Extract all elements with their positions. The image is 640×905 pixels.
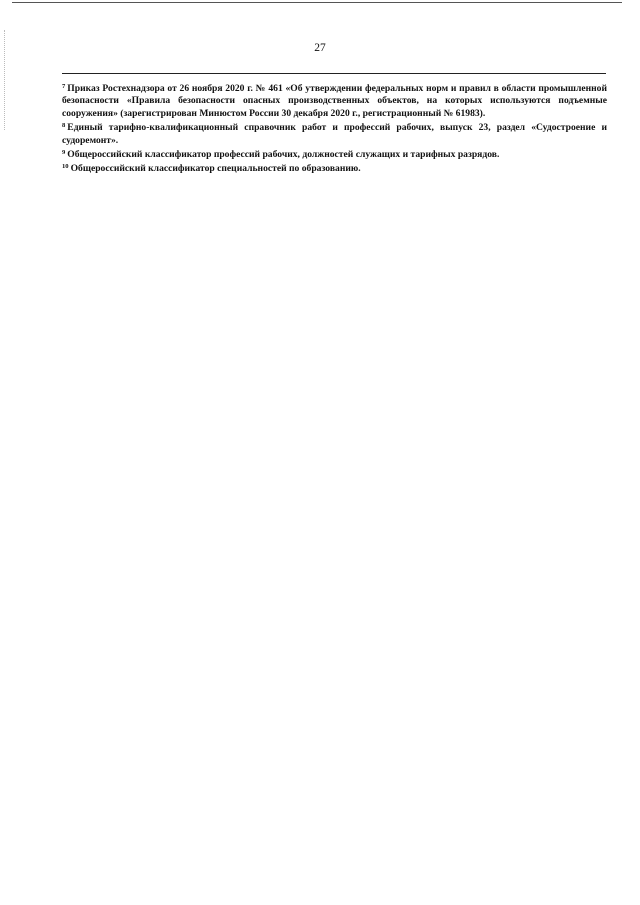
- footnote-separator: [62, 73, 606, 74]
- page-number: 27: [314, 42, 326, 54]
- top-border-line: [12, 2, 622, 3]
- footnote-text: Приказ Ростехнадзора от 26 ноября 2020 г. № 461 «Об утверждении федеральных норм и правил в области промышленной безопасности «Правила безопасности опасных производственных объектов, на которых используются подъемные сооружения» (зарегистрирован Минюстом России 30 декабря 2020 г., регистрационный № 61983).: [62, 83, 607, 119]
- footnote-mark: 8: [62, 122, 66, 130]
- footnotes-section: [62, 81, 607, 176]
- footnote-9: [62, 147, 607, 161]
- footnote-mark: 10: [62, 163, 69, 171]
- footnote-10: [62, 161, 607, 175]
- footnote-8: [62, 120, 607, 147]
- footnote-7: [62, 81, 607, 120]
- footnote-text: Общероссийский классификатор профессий рабочих, должностей служащих и тарифных разрядов.: [67, 149, 500, 161]
- footnote-mark: 7: [62, 83, 66, 90]
- footnote-text: Единый тарифно-квалификационный справочник работ и профессий рабочих, выпуск 23, раздел «Судостроение и судоремонт».: [62, 122, 607, 146]
- footnote-mark: 9: [62, 149, 66, 157]
- footnote-text: Общероссийский классификатор специальностей по образованию.: [70, 163, 361, 175]
